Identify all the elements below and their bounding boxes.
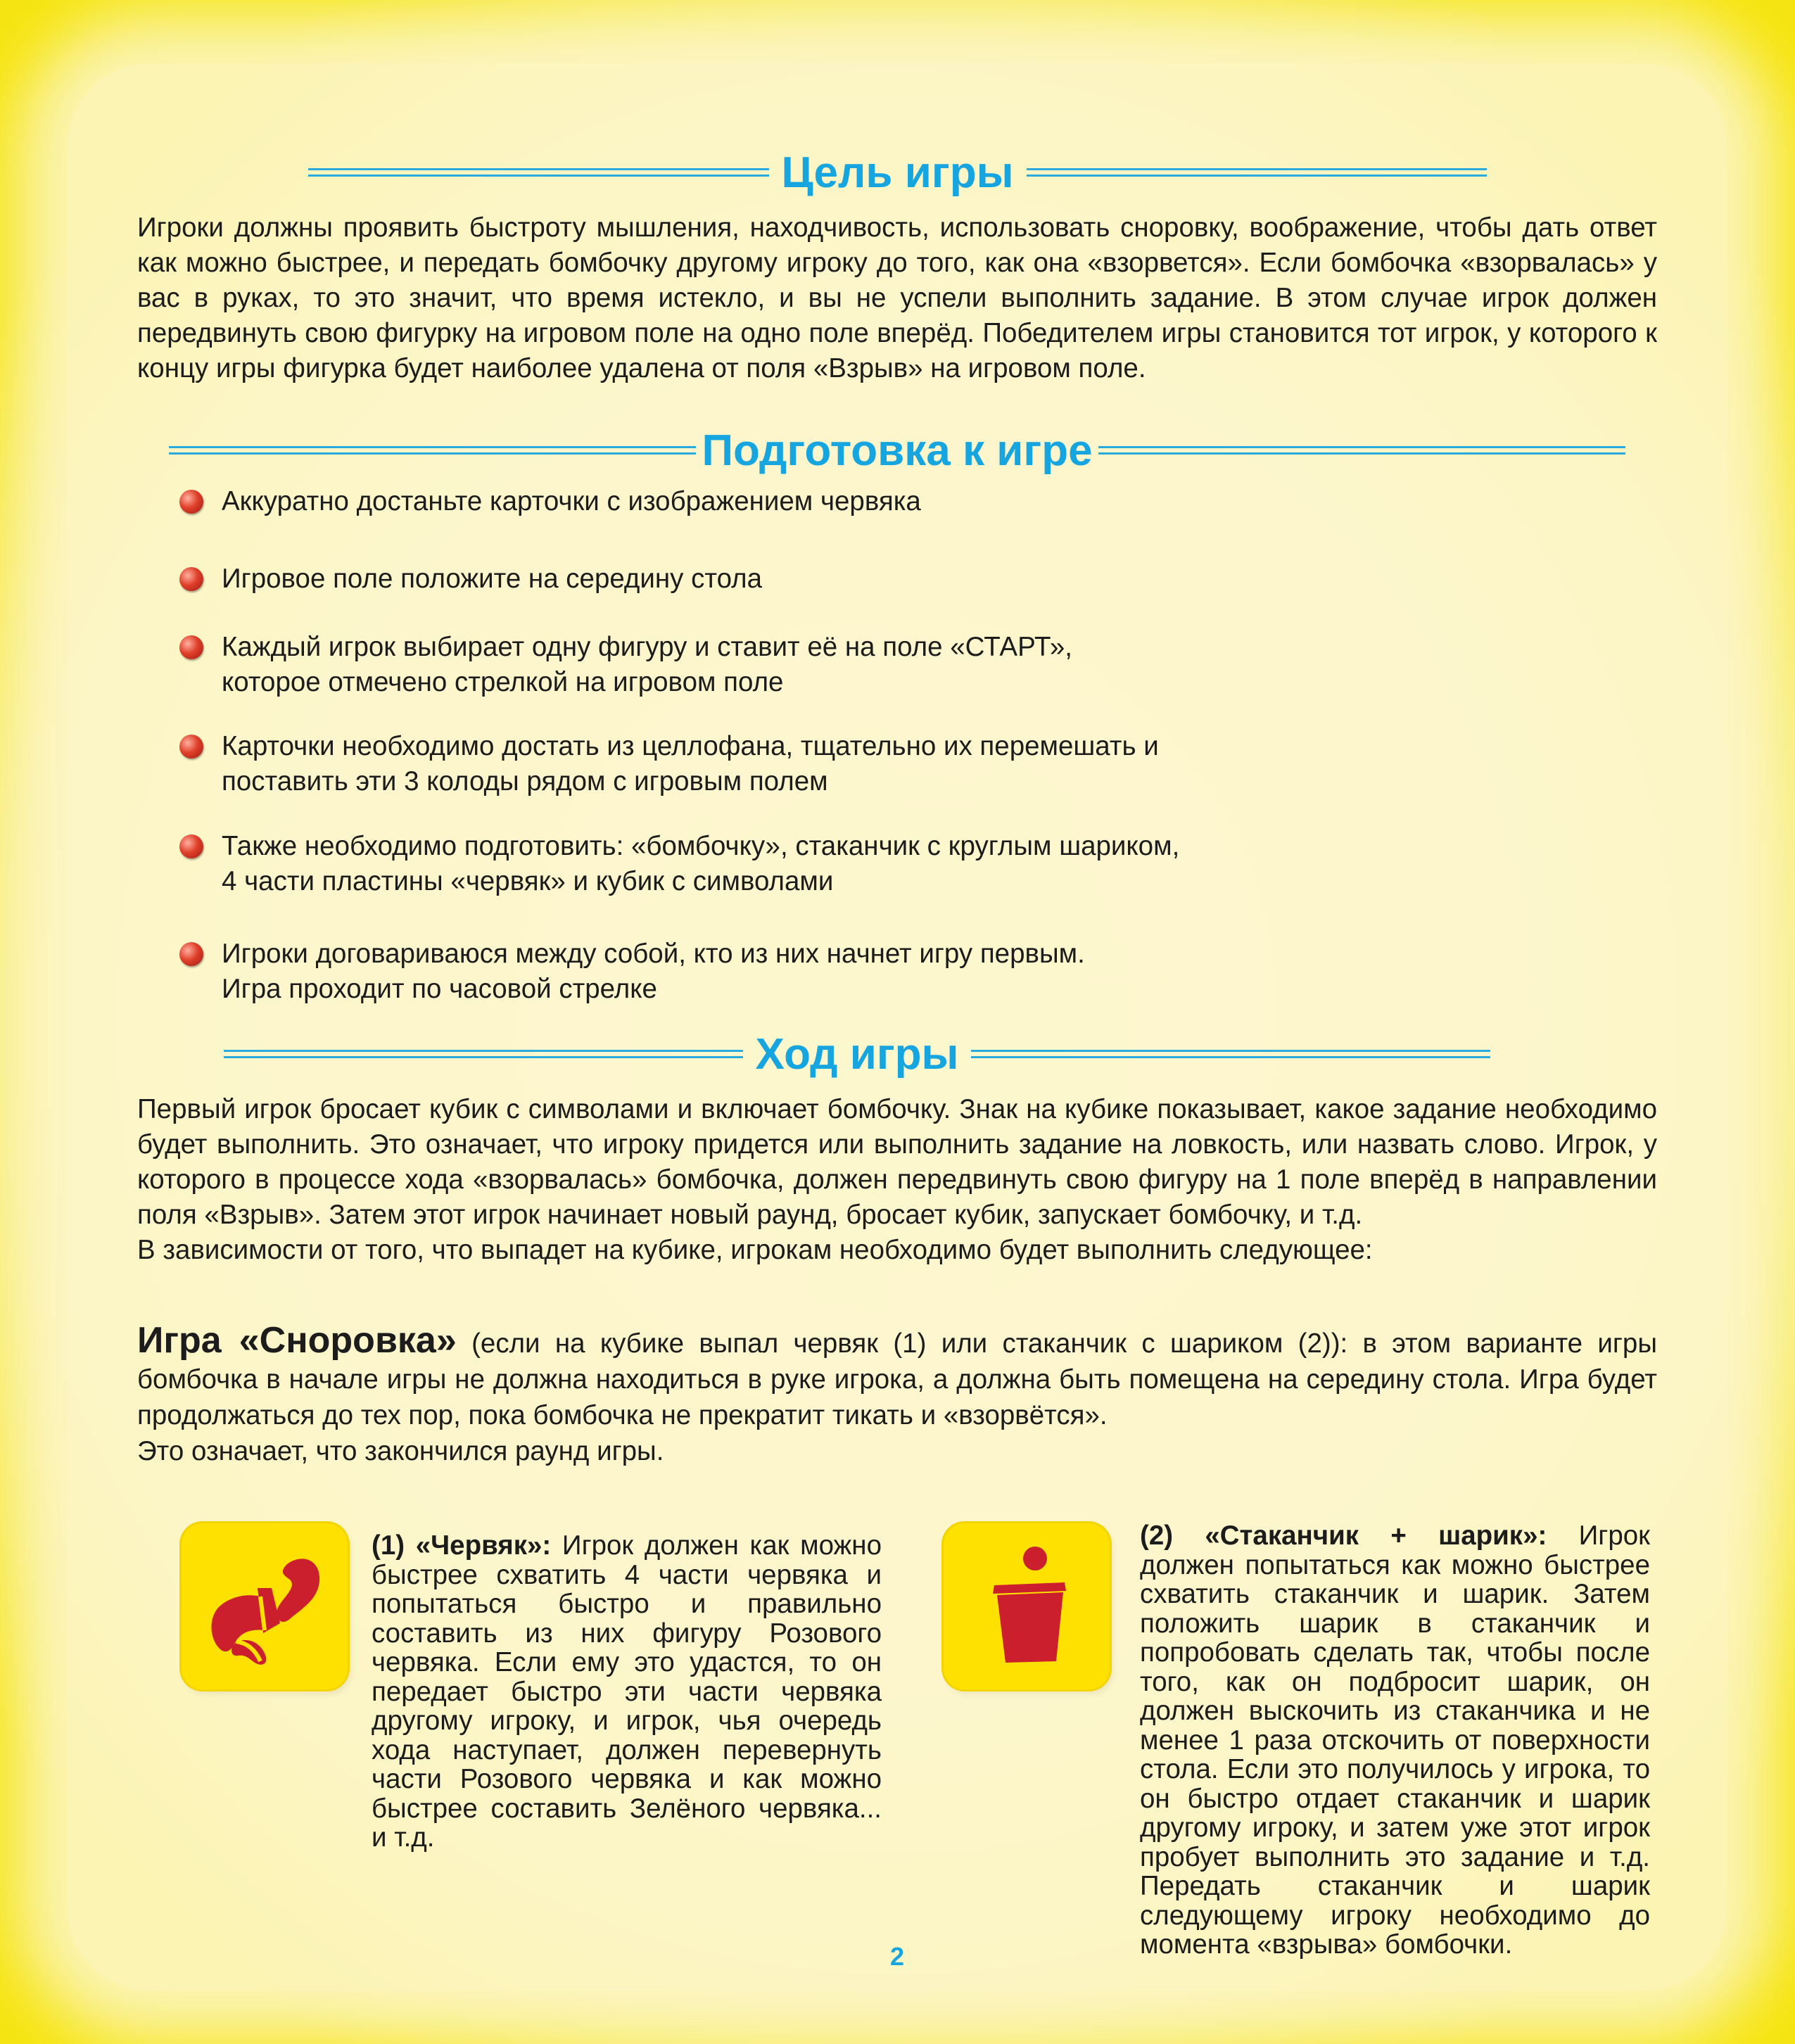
list-item [179, 729, 1159, 799]
play-text-1: Первый игрок бросает кубик с символами и включает бомбочку. Знак на кубике показывает, какое задание необходимо будет выполнить. Это означает, что игроку придется или выполнить задание на ловкость, или назвать слово. Игрок, у которого в процессе хода «взорвалась» бомбочка, должен передвинуть свою фигуру на 1 поле вперёд в направлении поля «Взрыв». Затем этот игрок начинает новый раунд, бросает кубик, запускает бомбочку, и т.д. [137, 1094, 1657, 1230]
goal-paragraph [137, 210, 1657, 386]
list-item [179, 829, 1179, 899]
heading-goal [308, 144, 1487, 201]
bullet-ball-icon [179, 942, 203, 966]
bullet-ball-icon [179, 490, 203, 514]
list-item [179, 630, 1072, 700]
list-item [179, 937, 1085, 1007]
heading-goal-text: Цель игры [781, 148, 1014, 197]
heading-rule-left [169, 446, 696, 455]
list-item-text: Также необходимо подготовить: «бомбочку», стаканчик с круглым шариком, [222, 831, 1180, 861]
heading-rule-right [1098, 446, 1625, 455]
heading-rule-right [1027, 168, 1488, 177]
bullet-ball-icon [179, 567, 203, 591]
list-item [179, 484, 921, 519]
goal-text: Игроки должны проявить быстроту мышления, находчивость, использовать сноровку, воображение, чтобы дать ответ как можно быстрее, и передать бомбочку другому игроку до того, как она «взорвется». Если бомбочка «взорвалась» у вас в руках, то это значит, что время истекло, и вы не успели выполнить задание. В этом случае игрок должен передвинуть свою фигурку на игровом поле на одно поле вперёд. Победителем игры становится тот игрок, у которого к концу игры фигурка будет наиболее удалена от поля «Взрыв» на игровом поле. [137, 212, 1657, 383]
list-item-text: Карточки необходимо достать из целлофана, тщательно их перемешать и [222, 731, 1159, 761]
list-item-text: Аккуратно достаньте карточки с изображением червяка [222, 486, 921, 516]
skill-text-2: Это означает, что закончился раунд игры. [137, 1436, 664, 1466]
worm-description [372, 1531, 882, 1853]
heading-rule-right [971, 1050, 1490, 1058]
worm-icon-card [182, 1523, 348, 1689]
list-item [179, 561, 762, 597]
heading-prep [169, 422, 1625, 478]
bullet-ball-icon [179, 834, 203, 858]
cup-description [1140, 1521, 1650, 1960]
worm-text: Игрок должен как можно быстрее схватить 4 части червяка и попытаться быстро и правильно составить из них фигуру Розового червяка. Если ему это удастся, то он передает быстро эти части червяка другому игроку, и игрок, чья очередь хода наступает, должен перевернуть части Розового червяка и как можно быстрее составить Зелёного червяка... и т.д. [372, 1530, 882, 1853]
worm-icon [182, 1523, 348, 1689]
skill-text-block [137, 1320, 1658, 1433]
list-item-text: Игроки договариваюся между собой, кто из них начнет игру первым. [222, 939, 1085, 969]
play-paragraph [137, 1092, 1657, 1268]
cup-icon-card [944, 1523, 1110, 1689]
cup-text: Игрок должен попытаться как можно быстрее схватить стаканчик и шарик. Затем положить шарик в стаканчик и попробовать сделать так, чтобы после того, как он подбросит шарик, он должен выскочить из стаканчика и не менее 1 раза отскочить от поверхности стола. Если это получилось у игрока, то он быстро отдает стаканчик и шарик другому игроку, и затем уже этот игрок пробует выполнить это задание и т.д. Передать стаканчик и шарик следующему игроку необходимо до момента «взрыва» бомбочки. [1140, 1521, 1650, 1960]
cup-label: (2) «Стаканчик + шарик»: [1140, 1521, 1547, 1551]
list-item-text: Каждый игрок выбирает одну фигуру и ставит её на поле «СТАРТ», [222, 632, 1072, 662]
skill-text: (если на кубике выпал червяк (1) или стаканчик с шариком (2)): в этом варианте игры бомбочка в начале игры не должна находиться в руке игрока, а должна быть помещена на середину стола. Игра будет продолжаться до тех пор, пока бомбочка не прекратит тикать и «взорвётся». [137, 1328, 1658, 1430]
list-item-text: которое отмечено стрелкой на игровом поле [222, 667, 784, 697]
page-number: 2 [889, 1942, 905, 1971]
list-item-text: поставить эти 3 колоды рядом с игровым полем [222, 766, 828, 796]
play-text-2: В зависимости от того, что выпадет на кубике, игрокам необходимо будет выполнить следующее: [137, 1235, 1373, 1265]
list-item-text: Игровое поле положите на середину стола [222, 564, 763, 594]
worm-label: (1) «Червяк»: [372, 1530, 552, 1561]
heading-play [224, 1026, 1490, 1082]
heading-prep-text: Подготовка к игре [702, 426, 1093, 475]
skill-title: Игра «Сноровка» [137, 1320, 457, 1361]
heading-rule-left [308, 168, 769, 177]
list-item-text: 4 части пластины «червяк» и кубик с символами [222, 866, 834, 896]
bullet-ball-icon [179, 735, 203, 758]
skill-paragraph [137, 1320, 1658, 1469]
bullet-ball-icon [179, 635, 203, 659]
cup-icon [944, 1523, 1110, 1689]
list-item-text: Игра проходит по часовой стрелке [222, 974, 657, 1004]
heading-play-text: Ход игры [755, 1029, 959, 1079]
heading-rule-left [224, 1050, 743, 1058]
